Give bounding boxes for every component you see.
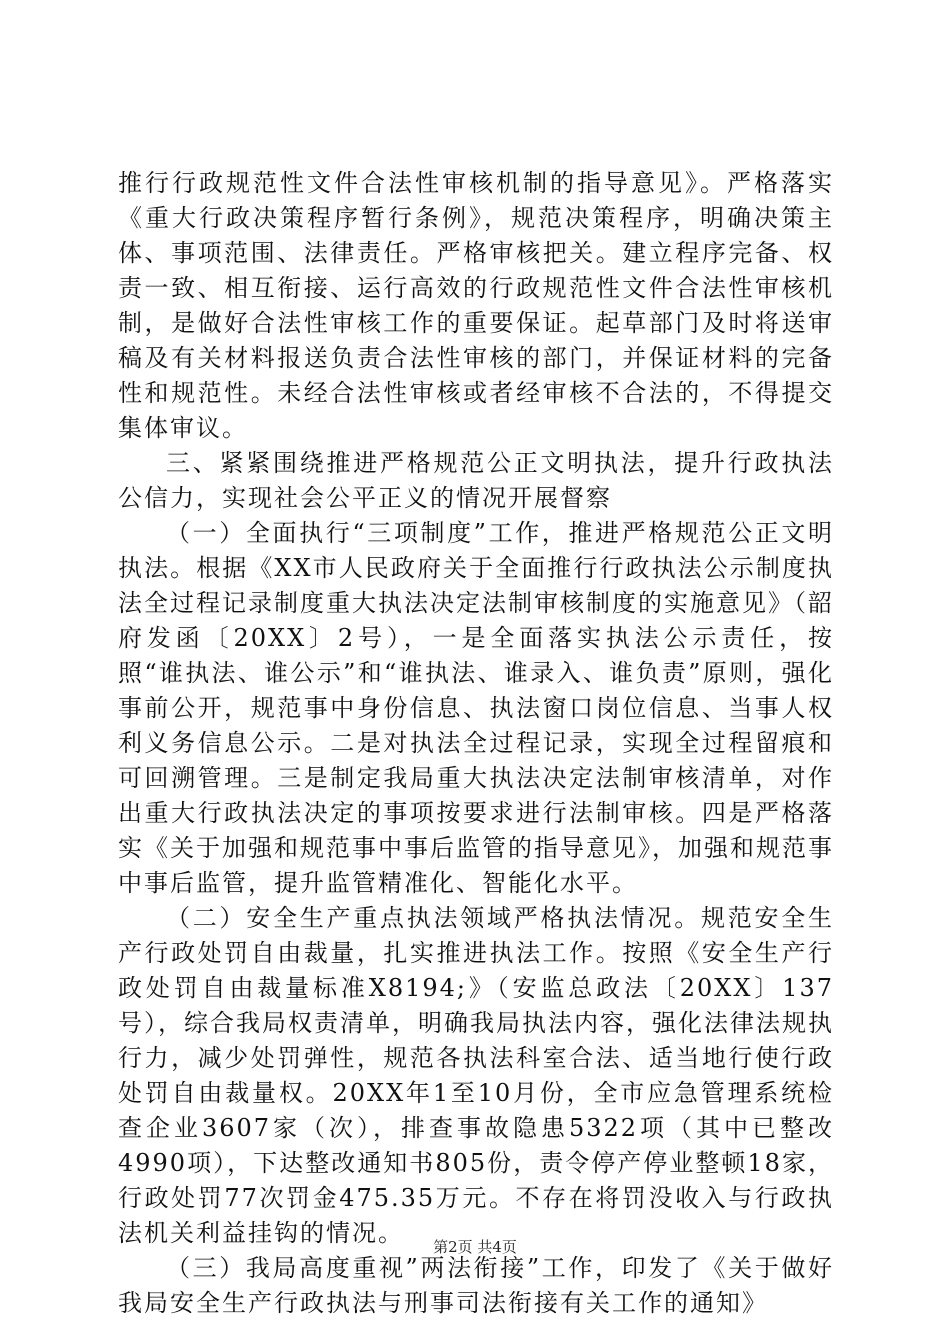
- paragraph-continuation: 推行行政规范性文件合法性审核机制的指导意见》。严格落实《重大行政决策程序暂行条例》，规范决策程序，明确决策主体、事项范围、法律责任。严格审核把关。建立程序完备、权责一致、相互衔接、运行高效的行政规范性文件合法性审核机制，是做好合法性审核工作的重要保证。起草部门及时将送审稿及有关材料报送负责合法性审核的部门，并保证材料的完备性和规范性。未经合法性审核或者经审核不合法的，不得提交集体审议。: [118, 169, 834, 442]
- page-footer: [0, 1237, 950, 1257]
- paragraph-item-one: （一）全面执行“三项制度”工作，推进严格规范公正文明执法。根据《XX市人民政府关于全面推行行政执法公示制度执法全过程记录制度重大执法决定法制审核制度的实施意见》（韶府发函〔20XX〕2号），一是全面落实执法公示责任，按照“谁执法、谁公示”和“谁执法、谁录入、谁负责”原则，强化事前公开，规范事中身份信息、执法窗口岗位信息、当事人权利义务信息公示。二是对执法全过程记录，实现全过程留痕和可回溯管理。三是制定我局重大执法决定法制审核清单，对作出重大行政执法决定的事项按要求进行法制审核。四是严格落实《关于加强和规范事中事后监管的指导意见》，加强和规范事中事后监管，提升监管精准化、智能化水平。: [118, 519, 834, 897]
- section-heading-three: 三、紧紧围绕推进严格规范公正文明执法，提升行政执法公信力，实现社会公平正义的情况开展督察: [118, 449, 834, 512]
- document-body: [118, 166, 834, 1321]
- paragraph-item-two: （二）安全生产重点执法领域严格执法情况。规范安全生产行政处罚自由裁量，扎实推进执法工作。按照《安全生产行政处罚自由裁量标准X8194;》（安监总政法〔20XX〕137号），综合我局权责清单，明确我局执法内容，强化法律法规执行力，减少处罚弹性，规范各执法科室合法、适当地行使行政处罚自由裁量权。20XX年1至10月份，全市应急管理系统检查企业3607家（次），排查事故隐患5322项（其中已整改4990项），下达整改通知书805份，责令停产停业整顿18家，行政处罚77次罚金475.35万元。不存在将罚没收入与行政执法机关利益挂钩的情况。: [118, 904, 834, 1247]
- page-number: 第2页 共4页: [433, 1238, 517, 1256]
- paragraph-item-three: （三）我局高度重视”两法衔接”工作，印发了《关于做好我局安全生产行政执法与刑事司法衔接有关工作的通知》: [118, 1254, 834, 1317]
